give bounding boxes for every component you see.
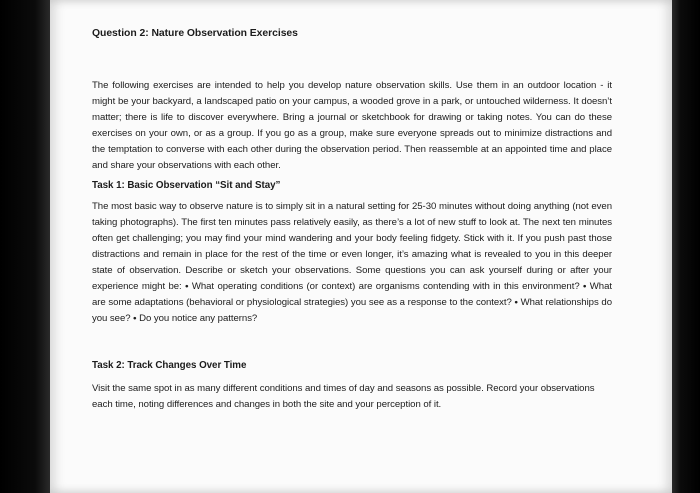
task1-body: The most basic way to observe nature is to simply sit in a natural setting for 25-30 minutes without doing anything (not even taking photographs). The first ten minutes pass relatively easily, as there’s a lot of new stuff to look at. The next ten minutes often get challenging; you may find your mind wandering and your body feeling fidgety. Stick with it. If you push past those distractions and remain in place for the rest of the time or even longer, it’s amazing what is revealed to you in this deeper state of observation. Describe or sketch your observations. Some questions you can ask yourself during or after your experience might be: xyxy=(92,201,612,292)
task1-question-3: What relationships do you see? xyxy=(92,296,612,324)
task1-title: Task 1: Basic Observation “Sit and Stay” xyxy=(92,180,281,192)
document-content xyxy=(92,26,612,413)
bullet-1: • xyxy=(185,280,189,292)
document-page xyxy=(50,0,672,493)
bullet-4: • xyxy=(133,312,137,324)
intro-paragraph: The following exercises are intended to help you develop nature observation skills. Use them in an outdoor location - it might be your backyard, a landscaped patio on your campus, a wooded grove in a park, or untouched wilderness. It doesn’t matter; there is life to discover everywhere. Bring a journal or sketchbook for drawing or taking notes. You can do these exercises on your own, or as a group. If you go as a group, make sure everyone spreads out to minimize distractions and the temptation to converse with each other during the observation period. Then reassemble at an appointed time and place and share your observations with each other. xyxy=(92,80,612,171)
task1-question-1: What operating conditions (or context) are organisms contending with in this environment? xyxy=(191,280,580,292)
bullet-2: • xyxy=(583,280,587,292)
question-title: Question 2: Nature Observation Exercises xyxy=(92,28,298,39)
task2-paragraph: Visit the same spot in as many different conditions and times of day and seasons as possible. Record your observations each time, noting differences and changes in both the site and your perception of it. xyxy=(92,382,595,410)
task2-title: Task 2: Track Changes Over Time xyxy=(92,359,247,371)
photo-frame-right xyxy=(672,0,700,493)
task1-question-2: What are some adaptations (behavioral or physiological strategies) you see as a response to the context? xyxy=(92,280,612,308)
task1-question-4: Do you notice any patterns? xyxy=(139,312,258,324)
photo-frame-left xyxy=(0,0,50,493)
bullet-3: • xyxy=(514,296,518,308)
task1-paragraph xyxy=(92,199,612,326)
